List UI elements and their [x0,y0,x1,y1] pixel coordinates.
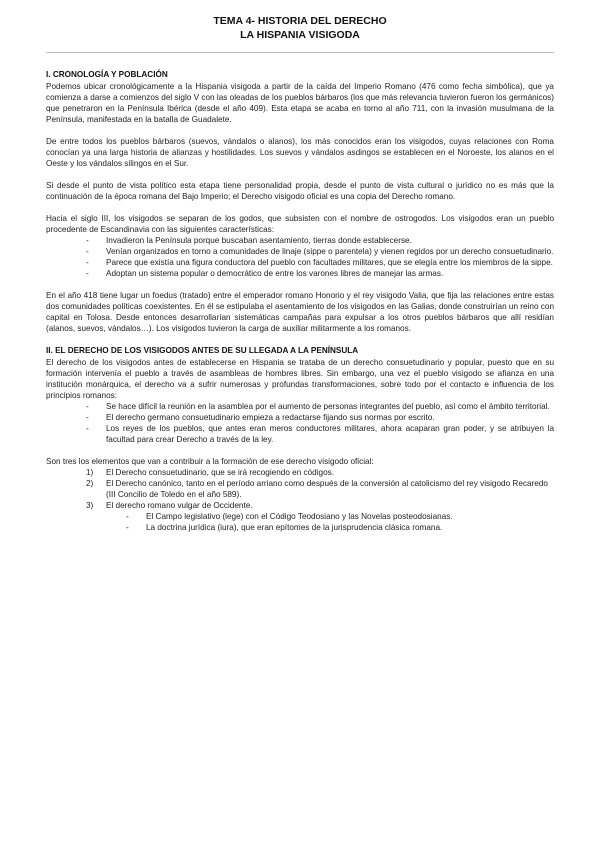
section-1-paragraph-1: Podemos ubicar cronológicamente a la Hispania visigoda a partir de la caída del Imperio Romano (476 como fecha simbólica), que ya comienza a darse a comienzos del siglo V con las oleadas de los pueblos bárbaros (los que más relevancia tuvieron fueron los germánicos) que penetraron en la Península Ibérica (desde el año 409). Esta etapa se acaba en torno al año 711, con la invasión musulmana de la Península, manifestada en la batalla de Guadalete. [46,82,554,124]
list-item: - Los reyes de los pueblos, que antes eran meros conductores militares, ahora acaparan gran poder, y se atribuyen la facultad para crear Derecho a través de la ley. [106,423,554,445]
section-1-heading: I. CRONOLOGÍA Y POBLACIÓN [46,70,168,79]
list-item: - Adoptan un sistema popular o democrático de entre los varones libres de manejar las armas. [106,268,554,279]
section-2-elements-list [46,467,554,533]
title-divider [46,52,554,53]
document-page [46,14,554,533]
section-1-paragraph-3: Si desde el punto de vista político esta etapa tiene personalidad propia, desde el punto de vista cultural o jurídico no es más que la continuación de la época romana del Bajo Imperio; el Derecho visigodo oficial es una copia del Derecho romano. [46,181,554,201]
section-2-paragraph-2: Son tres los elementos que van a contribuir a la formación de ese derecho visigodo oficial: [46,457,374,466]
title-line-1: TEMA 4- HISTORIA DEL DERECHO [213,15,387,27]
page-title [46,14,554,42]
item-text: El Derecho consuetudinario, que se irá recogiendo en códigos. [106,468,335,477]
item-number: 3) [86,501,94,510]
numbered-item [86,467,554,478]
roman-law-sublist [106,511,554,533]
section-2-paragraph-1: El derecho de los visigodos antes de establecerse en Hispania se trataba de un derecho consuetudinario y popular, puesto que en su formación intervenía el pueblo a través de asambleas de hombres libres. Sin embargo, una vez el pueblo visigodo se afianza en una institución monárquica, el derecho va a sufrir numerosas y profundas transformaciones, sobre todo por el contacto e influencia de los principios romanos: [46,358,554,400]
item-text: El derecho romano vulgar de Occidente. [106,501,253,510]
item-text: El Derecho canónico, tanto en el período arriano como después de la conversión al catolicismo del rey visigodo Recaredo (III Concilio de Toledo en el año 589). [106,479,548,499]
section-2-heading: II. EL DERECHO DE LOS VISIGODOS ANTES DE SU LLEGADA A LA PENÍNSULA [46,346,359,355]
item-number: 2) [86,479,94,488]
title-line-2: LA HISPANIA VISIGODA [240,29,360,41]
list-item: - El derecho germano consuetudinario empieza a redactarse fijando sus normas por escrito. [106,412,554,423]
item-number: 1) [86,468,94,477]
section-2-transformations-list [46,401,554,445]
numbered-item [86,478,554,500]
section-1-paragraph-2: De entre todos los pueblos bárbaros (suevos, vándalos o alanos), los más conocidos eran los visigodos, cuyas relaciones con Roma conocían ya una larga historia de alianzas y hostilidades. Los suevos y vándalos asdingos se establecen en el Noroeste, los alanos en el Oeste y los vándalos silingos en el Sur. [46,137,554,168]
list-item: - Parece que existía una figura conductora del pueblo con facultades militares, que se elegía entre los miembros de la sippe. [106,257,554,268]
sub-list-item: - El Campo legislativo (lege) con el Código Teodosiano y las Novelas posteodosianas. [146,511,554,522]
list-item: - Se hace difícil la reunión en la asamblea por el aumento de personas integrantes del pueblo, así como el ámbito territorial. [106,401,554,412]
list-item: - Venían organizados en torno a comunidades de linaje (sippe o parentela) y vienen regidos por un derecho consuetudinario. [106,246,554,257]
sub-list-item: - La doctrina jurídica (iura), que eran epítomes de la jurisprudencia clásica romana. [146,522,554,533]
numbered-item [86,500,554,533]
list-item: - Invadieron la Península porque buscaban asentamiento, tierras donde establecerse. [106,235,554,246]
section-1-paragraph-5: En el año 418 tiene lugar un foedus (tratado) entre el emperador romano Honorio y el rey visigodo Valia, que fija las relaciones entre estas dos comunidades políticas coexistentes. En él se estipulaba el asentamiento de los visigodos en las Galias, donde construirían un reino con capital en Tolosa. Desde entonces desarrollarían sistemáticas campañas para expulsar a los otros pueblos bárbaros que allí residían (alanos, suevos, vándalos…). Los visigodos tuvieron la carga de auxiliar militarmente a los romanos. [46,291,554,333]
section-1-paragraph-4: Hacia el siglo III, los visigodos se separan de los godos, que subsisten con el nombre de ostrogodos. Los visigodos eran un pueblo procedente de Escandinavia con las siguientes características: [46,214,554,234]
section-1-characteristics-list [46,235,554,279]
